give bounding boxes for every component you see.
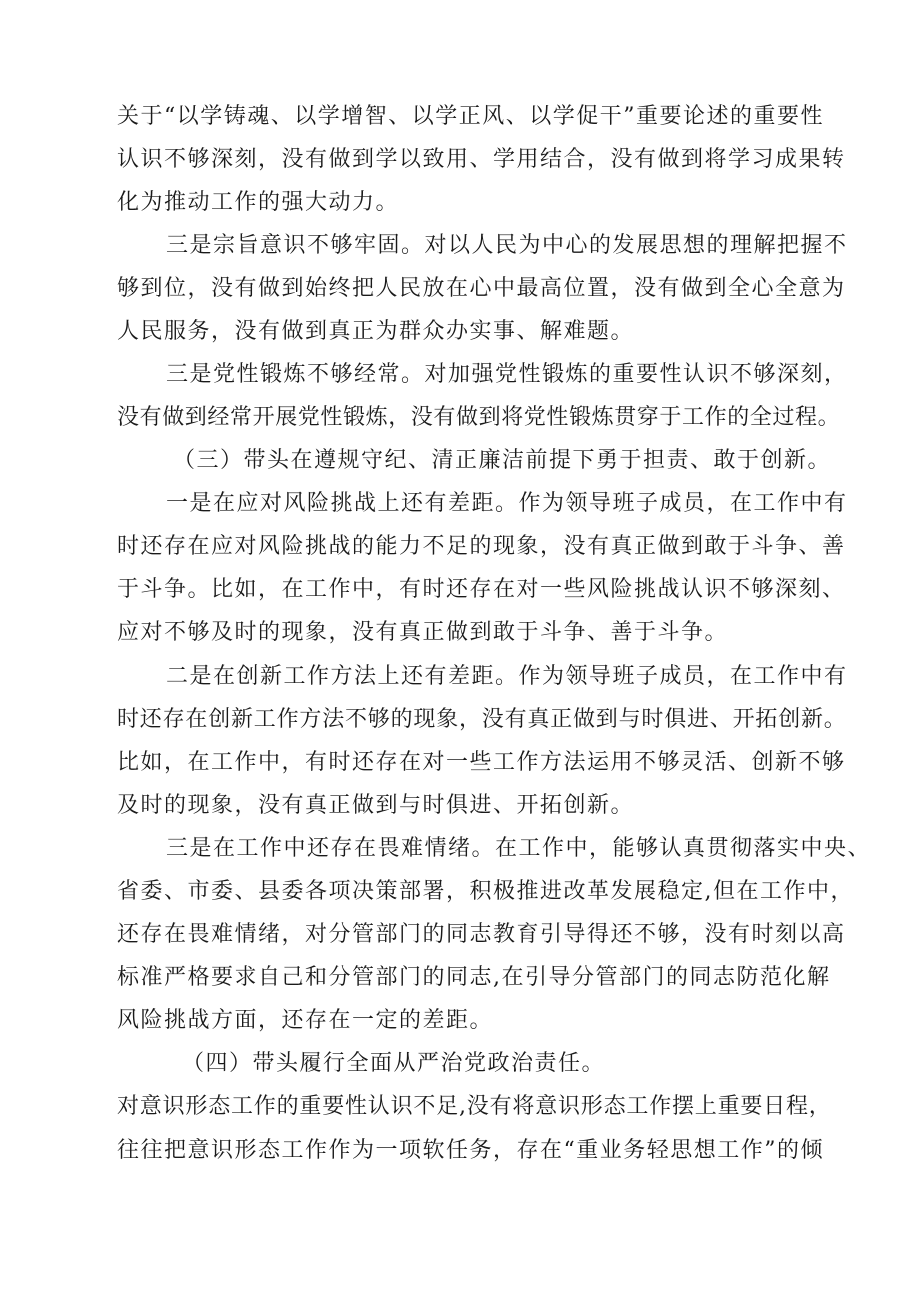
text-line: 没有做到经常开展党性锻炼，没有做到将党性锻炼贯穿于工作的全过程。: [117, 405, 841, 430]
text-line: 时还存在创新工作方法不够的现象，没有真正做到与时俱进、开拓创新。: [117, 707, 847, 732]
section-heading: （四）带头履行全面从严治党政治责任。: [182, 1051, 606, 1076]
text-line: 及时的现象，没有真正做到与时俱进、开拓创新。: [117, 793, 635, 818]
text-line: 够到位，没有做到始终把人民放在心中最高位置，没有做到全心全意为: [117, 276, 846, 301]
text-line: 二是在创新工作方法上还有差距。作为领导班子成员，在工作中有: [166, 664, 848, 689]
text-line: 对意识形态工作的重要性认识不足,没有将意识形态工作摆上重要日程，: [117, 1094, 832, 1119]
text-line: 认识不够深刻，没有做到学以致用、学用结合，没有做到将学习成果转: [117, 147, 846, 172]
text-line: 关于“以学铸魂、以学增智、以学正风、以学促干”重要论述的重要性: [117, 104, 824, 129]
text-line: 风险挑战方面，还存在一定的差距。: [117, 1008, 494, 1033]
text-line: 标准严格要求自己和分管部门的同志,在引导分管部门的同志防范化解: [117, 965, 831, 990]
text-line: 应对不够及时的现象，没有真正做到敢于斗争、善于斗争。: [117, 620, 729, 645]
text-line: 往往把意识形态工作作为一项软任务，存在“重业务轻思想工作”的倾: [117, 1138, 824, 1163]
text-line: 还存在畏难情绪，对分管部门的同志教育引导得还不够，没有时刻以高: [117, 922, 846, 947]
text-line: 化为推动工作的强大动力。: [117, 190, 400, 215]
text-line: 三是在工作中还存在畏难情绪。在工作中，能够认真贯彻落实中央、: [166, 836, 872, 861]
section-heading: （三）带头在遵规守纪、清正廉洁前提下勇于担责、敢于创新。: [173, 448, 832, 473]
text-line: 时还存在应对风险挑战的能力不足的现象，没有真正做到敢于斗争、善: [117, 534, 846, 559]
text-line: 三是党性锻炼不够经常。对加强党性锻炼的重要性认识不够深刻，: [166, 362, 848, 387]
text-line: 人民服务，没有做到真正为群众办实事、解难题。: [117, 319, 635, 344]
text-line: 比如，在工作中，有时还存在对一些工作方法运用不够灵活、创新不够: [117, 750, 846, 775]
text-line: 三是宗旨意识不够牢固。对以人民为中心的发展思想的理解把握不: [166, 233, 848, 258]
text-line: 一是在应对风险挑战上还有差距。作为领导班子成员，在工作中有: [166, 491, 848, 516]
text-line: 于斗争。比如，在工作中，有时还存在对一些风险挑战认识不够深刻、: [117, 577, 846, 602]
text-line: 省委、市委、县委各项决策部署，积极推进改革发展稳定,但在工作中，: [117, 879, 854, 904]
